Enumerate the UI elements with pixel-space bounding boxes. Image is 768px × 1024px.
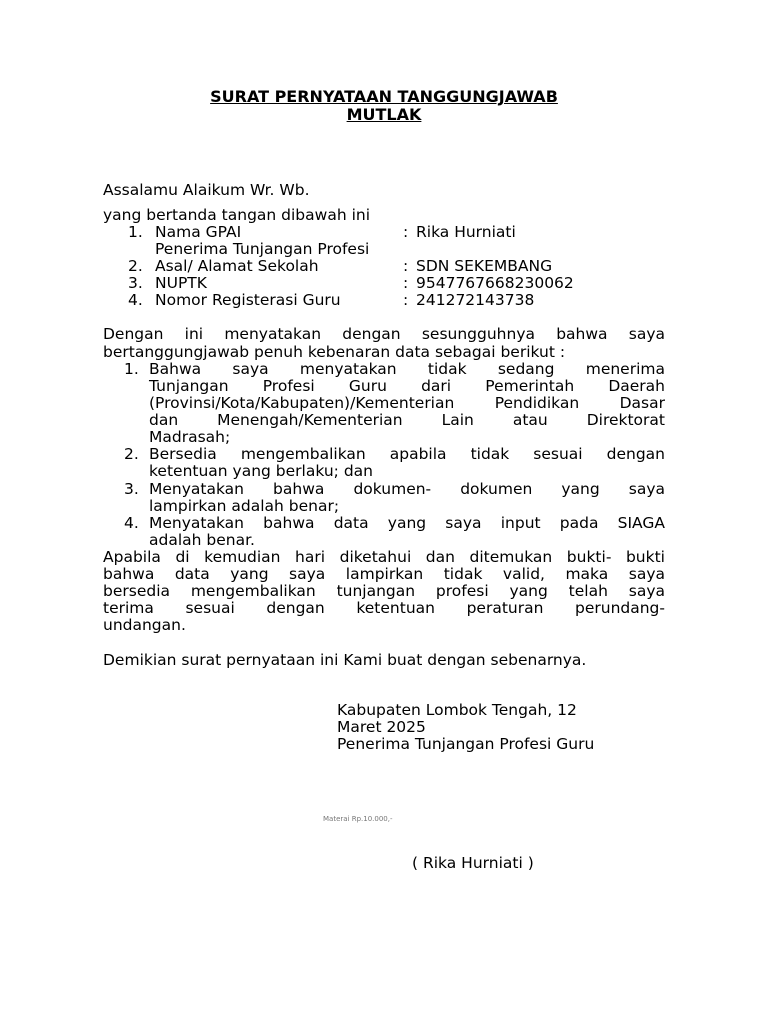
statement-number: 3. xyxy=(124,480,139,498)
place-date-line: Maret 2025 xyxy=(337,718,426,736)
identity-colon: : xyxy=(403,223,409,241)
consequence-line: terima sesuai dengan ketentuan peraturan perundang- xyxy=(103,599,665,617)
closing-statement: Demikian surat pernyataan ini Kami buat dengan sebenarnya. xyxy=(103,651,587,669)
greeting: Assalamu Alaikum Wr. Wb. xyxy=(103,181,310,199)
statement-line: lampirkan adalah benar; xyxy=(149,497,340,515)
place-date-line: Kabupaten Lombok Tengah, 12 xyxy=(337,701,577,719)
statement-line: Tunjangan Profesi Guru dari Pemerintah Daerah xyxy=(149,377,665,395)
identity-value: 241272143738 xyxy=(416,291,535,309)
signer-name: ( Rika Hurniati ) xyxy=(412,854,534,872)
statement-line: Bersedia mengembalikan apabila tidak sesuai dengan xyxy=(149,445,665,463)
identity-label: Penerima Tunjangan Profesi xyxy=(155,240,370,258)
consequence-line: bersedia mengembalikan tunjangan profesi yang telah saya xyxy=(103,582,665,600)
identity-colon: : xyxy=(403,274,409,292)
identity-colon: : xyxy=(403,257,409,275)
statement-number: 2. xyxy=(124,445,139,463)
identity-number: 4. xyxy=(128,291,143,309)
consequence-line: Apabila di kemudian hari diketahui dan ditemukan bukti- bukti xyxy=(103,548,665,566)
identity-label: Nomor Registerasi Guru xyxy=(155,291,341,309)
consequence-line: undangan. xyxy=(103,616,186,634)
identity-label: NUPTK xyxy=(155,274,207,292)
identity-number: 3. xyxy=(128,274,143,292)
document-title-line-2: MUTLAK xyxy=(346,105,422,124)
intro-text: yang bertanda tangan dibawah ini xyxy=(103,206,371,224)
statement-number: 1. xyxy=(124,360,139,378)
identity-number: 2. xyxy=(128,257,143,275)
identity-value: Rika Hurniati xyxy=(416,223,516,241)
declaration-line: bertanggungjawab penuh kebenaran data sebagai berikut : xyxy=(103,343,566,361)
statement-line: (Provinsi/Kota/Kabupaten)/Kementerian Pendidikan Dasar xyxy=(149,394,665,412)
signer-role: Penerima Tunjangan Profesi Guru xyxy=(337,735,595,753)
consequence-line: bahwa data yang saya lampirkan tidak valid, maka saya xyxy=(103,565,665,583)
statement-line: Bahwa saya menyatakan tidak sedang menerima xyxy=(149,360,665,378)
identity-value: 9547767668230062 xyxy=(416,274,574,292)
identity-value: SDN SEKEMBANG xyxy=(416,257,553,275)
statement-line: ketentuan yang berlaku; dan xyxy=(149,462,373,480)
statement-line: Madrasah; xyxy=(149,428,231,446)
statement-line: Menyatakan bahwa dokumen- dokumen yang saya xyxy=(149,480,665,498)
stamp-label: Materai Rp.10.000,- xyxy=(323,815,393,823)
statement-line: dan Menengah/Kementerian Lain atau Direktorat xyxy=(149,411,665,429)
identity-label: Nama GPAI xyxy=(155,223,242,241)
document-title-line-1: SURAT PERNYATAAN TANGGUNGJAWAB xyxy=(210,87,558,106)
statement-line: adalah benar. xyxy=(149,531,255,549)
declaration-line: Dengan ini menyatakan dengan sesungguhnya bahwa saya xyxy=(103,325,665,343)
identity-label: Asal/ Alamat Sekolah xyxy=(155,257,319,275)
statement-line: Menyatakan bahwa data yang saya input pada SIAGA xyxy=(149,514,665,532)
identity-number: 1. xyxy=(128,223,143,241)
statement-number: 4. xyxy=(124,514,139,532)
identity-colon: : xyxy=(403,291,409,309)
